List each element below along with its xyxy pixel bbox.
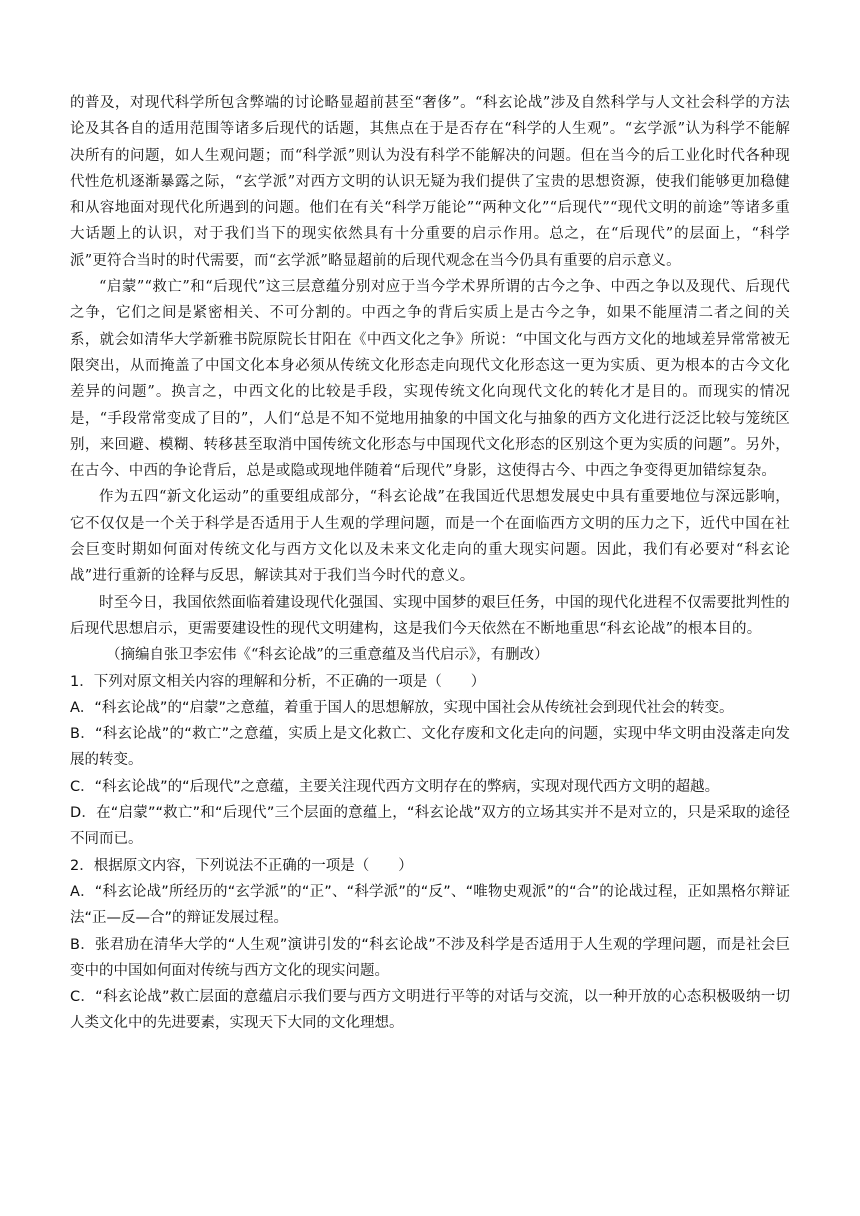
question-1 xyxy=(70,669,790,853)
passage-paragraph-1: 的普及，对现代科学所包含弊端的讨论略显超前甚至“奢侈”。“科玄论战”涉及自然科学与人文社会科学的方法论及其各自的适用范围等诸多后现代的话题，其焦点在于是否存在“科学的人生观”。“玄学派”认为科学不能解决所有的问题，如人生观问题；而“科学派”则认为没有科学不能解决的问题。但在当今的后工业化时代各种现代性危机逐渐暴露之际，“玄学派”对西方文明的认识无疑为我们提供了宝贵的思想资源，使我们能够更加稳健和从容地面对现代化所遇到的问题。他们在有关“科学万能论”“两种文化”“后现代”“现代文明的前途”等诸多重大话题上的认识，对于我们当下的现实依然具有十分重要的启示作用。总之，在“后现代”的层面上，“科学派”更符合当时的时代需要，而“玄学派”略显超前的后现代观念在当今仍具有重要的启示意义。 xyxy=(70,95,790,269)
question-2 xyxy=(70,853,790,1037)
option-c: C．“科玄论战”的“后现代”之意蕴，主要关注现代西方文明存在的弊病，实现对现代西方文明的超越。 xyxy=(70,778,720,795)
passage-paragraph-3: 作为五四“新文化运动”的重要组成部分，“科玄论战”在我国近代思想发展史中具有重要地位与深远影响，它不仅仅是一个关于科学是否适用于人生观的学理问题，而是一个在面临西方文明的压力之下，近代中国在社会巨变时期如何面对传统文化与西方文化以及未来文化走向的重大现实问题。因此，我们有必要对“科玄论战”进行重新的诠释与反思，解读其对于我们当今时代的意义。 xyxy=(70,489,790,585)
passage-paragraph-4: 时至今日，我国依然面临着建设现代化强国、实现中国梦的艰巨任务，中国的现代化进程不仅需要批判性的后现代思想启示，更需要建设性的现代文明建构，这是我们今天依然在不断地重思“科玄论战”的根本目的。 xyxy=(70,594,790,637)
option-a: A．“科玄论战”的“启蒙”之意蕴，着重于国人的思想解放，实现中国社会从传统社会到现代社会的转变。 xyxy=(70,699,734,716)
question-stem: 1．下列对原文相关内容的理解和分析，不正确的一项是（ ） xyxy=(70,673,486,690)
option-b: B．张君劢在清华大学的“人生观”演讲引发的“科玄论战”不涉及科学是否适用于人生观的学理问题，而是社会巨变中的中国如何面对传统与西方文化的现实问题。 xyxy=(70,936,790,979)
passage-paragraph-2: “启蒙”“救亡”和“后现代”这三层意蕴分别对应于当今学术界所谓的古今之争、中西之争以及现代、后现代之争，它们之间是紧密相关、不可分割的。中西之争的背后实质上是古今之争，如果不能厘清二者之间的关系，就会如清华大学新雅书院原院长甘阳在《中西文化之争》所说：“中国文化与西方文化的地域差异常常被无限突出，从而掩盖了中国文化本身必须从传统文化形态走向现代文化形态这一更为实质、更为根本的古今文化差异的问题”。换言之，中西文化的比较是手段，实现传统文化向现代文化的转化才是目的。而现实的情况是，“手段常常变成了目的”，人们“总是不知不觉地用抽象的中国文化与抽象的西方文化进行泛泛比较与笼统区别，来回避、模糊、转移甚至取消中国传统文化形态与中国现代文化形态的区别这个更为实质的问题”。另外，在古今、中西的争论背后，总是或隐或现地伴随着“后现代”身影，这使得古今、中西之争变得更加错综复杂。 xyxy=(70,279,790,480)
option-b: B．“科玄论战”的“救亡”之意蕴，实质上是文化救亡、文化存废和文化走向的问题，实现中华文明由没落走向发展的转变。 xyxy=(70,726,790,769)
question-stem: 2．根据原文内容，下列说法不正确的一项是（ ） xyxy=(70,857,413,874)
option-d: D．在“启蒙”“救亡”和“后现代”三个层面的意蕴上，“科玄论战”双方的立场其实并不是对立的，只是采取的途径不同而已。 xyxy=(70,805,790,848)
passage-source: （摘编自张卫李宏伟《“科玄论战”的三重意蕴及当代启示》，有删改） xyxy=(106,647,549,664)
document-page xyxy=(70,90,790,1037)
option-a: A．“科玄论战”所经历的“玄学派”的“正”、“科学派”的“反”、“唯物史观派”的“合”的论战过程，正如黑格尔辩证法“正—反—合”的辩证发展过程。 xyxy=(70,883,790,927)
option-c: C．“科玄论战”救亡层面的意蕴启示我们要与西方文明进行平等的对话与交流，以一种开放的心态积极吸纳一切人类文化中的先进要素，实现天下大同的文化理想。 xyxy=(70,989,790,1032)
